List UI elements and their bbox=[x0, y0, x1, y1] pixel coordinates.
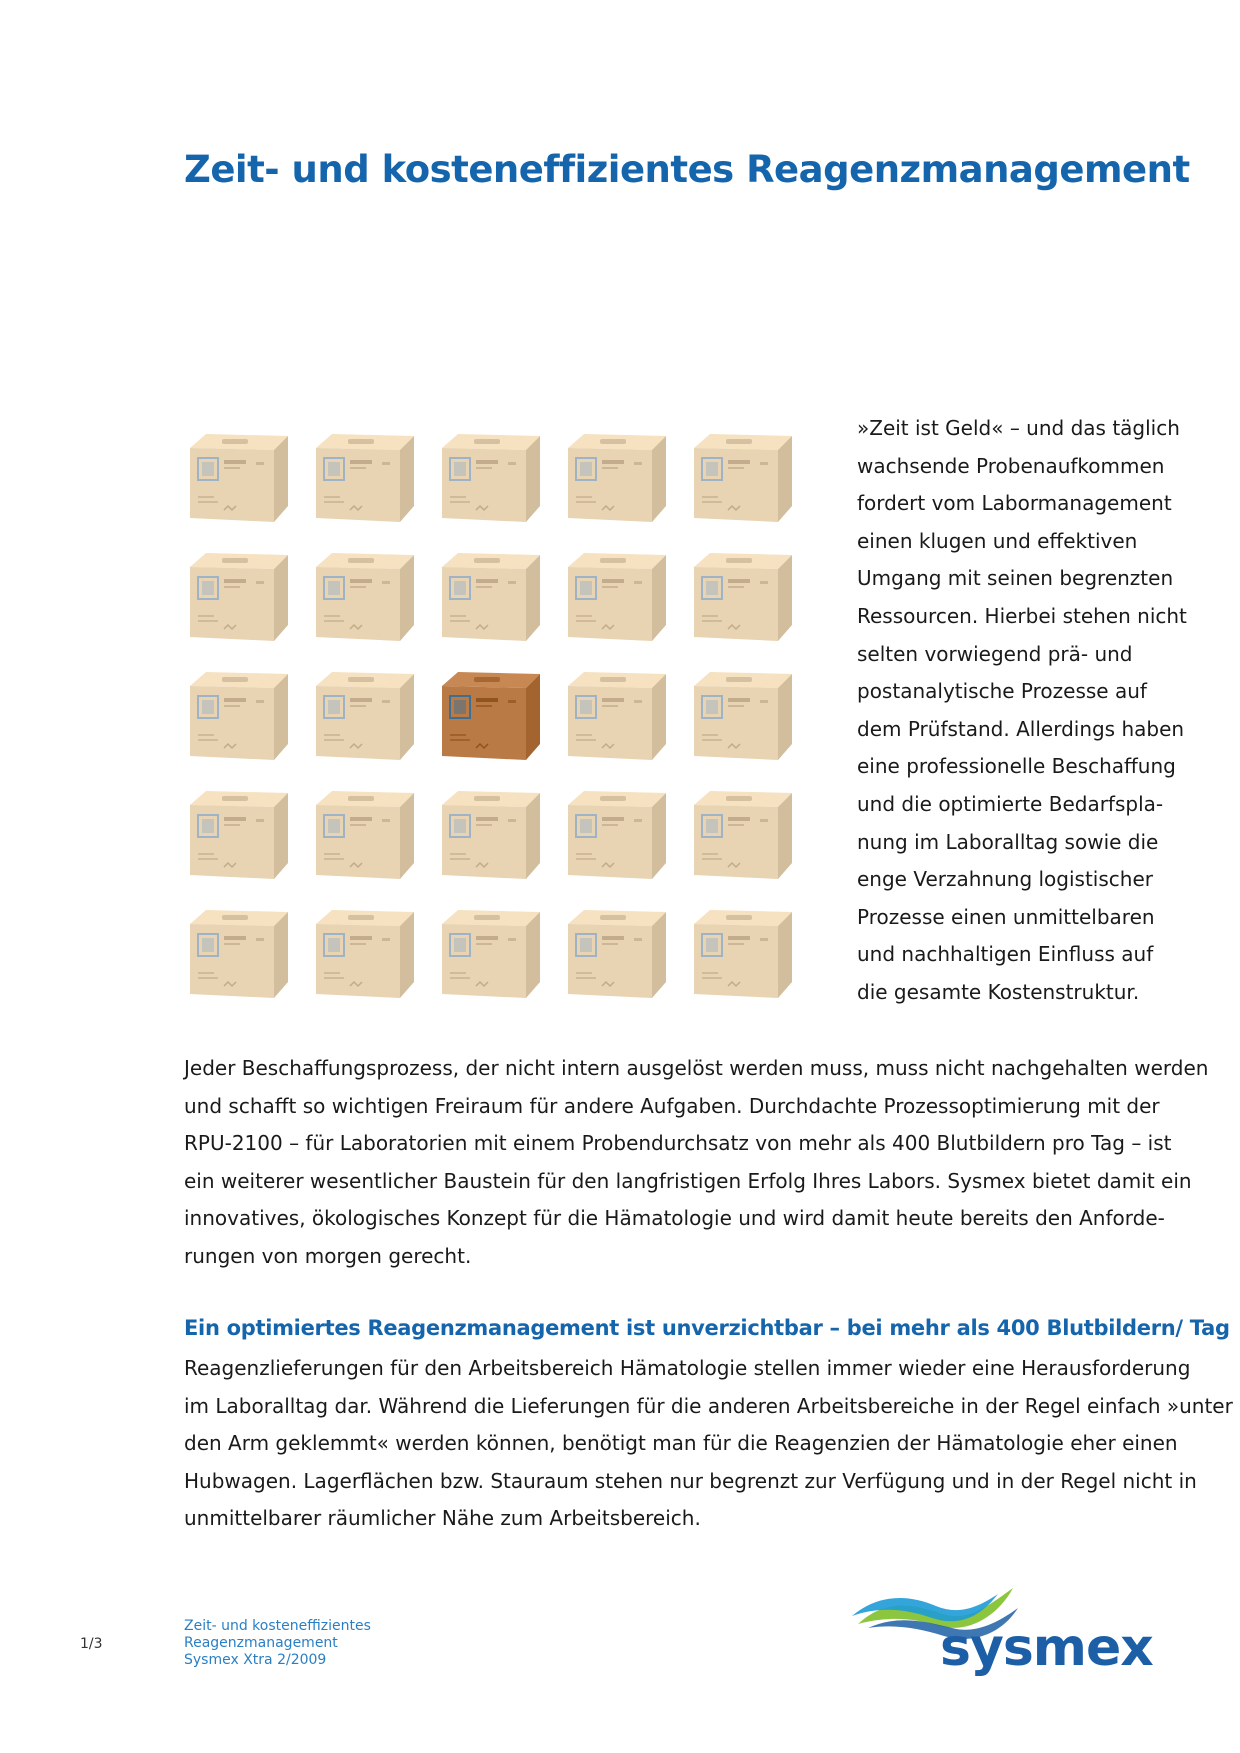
intro-line: Umgang mit seinen begrenzten bbox=[857, 566, 1174, 591]
intro-paragraph bbox=[857, 410, 1187, 1012]
intro-line: und die optimierte Bedarfspla- bbox=[857, 791, 1164, 816]
reagent-box bbox=[310, 428, 418, 526]
reagent-box bbox=[184, 547, 292, 645]
reagent-box bbox=[688, 547, 796, 645]
reagent-box bbox=[688, 904, 796, 1002]
body-line: Reagenzlieferungen für den Arbeitsbereich Hämatologie stellen immer wieder eine Herausforderung bbox=[184, 1356, 1191, 1380]
reagent-box bbox=[184, 785, 292, 883]
footer-line: Zeit- und kosteneffizientes bbox=[184, 1618, 371, 1634]
reagent-box bbox=[436, 428, 544, 526]
intro-line: »Zeit ist Geld« – und das täglich bbox=[857, 416, 1180, 440]
reagent-box bbox=[310, 666, 418, 764]
reagent-box bbox=[436, 547, 544, 645]
sysmex-logo bbox=[848, 1576, 1158, 1686]
intro-line: Prozesse einen unmittelbaren bbox=[857, 904, 1155, 929]
intro-line: selten vorwiegend prä- und bbox=[857, 641, 1133, 666]
body-line: im Laboralltag dar. Während die Lieferungen für die anderen Arbeitsbereiche in der Regel einfach »unter bbox=[184, 1393, 1233, 1418]
reagent-box bbox=[562, 428, 670, 526]
reagent-box bbox=[688, 428, 796, 526]
body-line: und schafft so wichtigen Freiraum für andere Aufgaben. Durchdachte Prozessoptimierung mit der bbox=[184, 1093, 1160, 1118]
intro-line: postanalytische Prozesse auf bbox=[857, 679, 1147, 704]
logo-wordmark: sysmex bbox=[940, 1618, 1153, 1678]
reagent-box bbox=[436, 785, 544, 883]
body-paragraph-1 bbox=[184, 1050, 1209, 1276]
body-line: Jeder Beschaffungsprozess, der nicht intern ausgelöst werden muss, muss nicht nachgehalten werden bbox=[184, 1056, 1209, 1080]
section-heading: Ein optimiertes Reagenzmanagement ist unverzichtbar – bei mehr als 400 Blutbildern/ Tag bbox=[184, 1316, 1230, 1340]
intro-line: enge Verzahnung logistischer bbox=[857, 867, 1153, 892]
intro-line: dem Prüfstand. Allerdings haben bbox=[857, 716, 1185, 741]
footer-line: Sysmex Xtra 2/2009 bbox=[184, 1652, 327, 1668]
reagent-box bbox=[436, 904, 544, 1002]
body-line: innovatives, ökologisches Konzept für die Hämatologie und wird damit heute bereits den Anforde- bbox=[184, 1206, 1165, 1231]
body-line: den Arm geklemmt« werden können, benötigt man für die Reagenzien der Hämatologie eher einen bbox=[184, 1431, 1178, 1456]
reagent-box bbox=[562, 904, 670, 1002]
intro-line: wachsende Probenaufkommen bbox=[857, 453, 1165, 478]
intro-line: und nachhaltigen Einfluss auf bbox=[857, 942, 1154, 967]
footer-citation bbox=[184, 1618, 371, 1669]
body-line: rungen von morgen gerecht. bbox=[184, 1243, 472, 1268]
intro-line: nung im Laboralltag sowie die bbox=[857, 829, 1159, 854]
reagent-box bbox=[310, 785, 418, 883]
page-number: 1/3 bbox=[80, 1636, 103, 1652]
reagent-box bbox=[562, 547, 670, 645]
reagent-box-highlighted bbox=[436, 666, 544, 764]
reagent-box bbox=[562, 666, 670, 764]
footer-line: Reagenzmanagement bbox=[184, 1635, 338, 1651]
reagent-box bbox=[688, 785, 796, 883]
page-title: Zeit- und kosteneffizientes Reagenzmanagement bbox=[184, 148, 1190, 191]
reagent-box bbox=[184, 666, 292, 764]
reagent-box bbox=[184, 428, 292, 526]
reagent-box bbox=[184, 904, 292, 1002]
body-line: ein weiterer wesentlicher Baustein für den langfristigen Erfolg Ihres Labors. Sysmex bietet damit ein bbox=[184, 1168, 1192, 1193]
body-paragraph-2 bbox=[184, 1350, 1233, 1538]
reagent-box bbox=[310, 547, 418, 645]
intro-line: einen klugen und effektiven bbox=[857, 528, 1138, 553]
body-line: RPU-2100 – für Laboratorien mit einem Probendurchsatz von mehr als 400 Blutbildern pro Tag – ist bbox=[184, 1131, 1172, 1156]
body-line: unmittelbarer räumlicher Nähe zum Arbeitsbereich. bbox=[184, 1506, 701, 1531]
intro-line: fordert vom Labormanagement bbox=[857, 491, 1172, 516]
intro-line: die gesamte Kostenstruktur. bbox=[857, 979, 1140, 1004]
reagent-box bbox=[310, 904, 418, 1002]
reagent-box bbox=[562, 785, 670, 883]
intro-line: Ressourcen. Hierbei stehen nicht bbox=[857, 603, 1187, 628]
intro-line: eine professionelle Beschaffung bbox=[857, 754, 1176, 779]
reagent-box bbox=[688, 666, 796, 764]
reagent-boxes-figure bbox=[184, 428, 814, 1003]
body-line: Hubwagen. Lagerflächen bzw. Stauraum stehen nur begrenzt zur Verfügung und in der Regel nicht in bbox=[184, 1468, 1197, 1493]
